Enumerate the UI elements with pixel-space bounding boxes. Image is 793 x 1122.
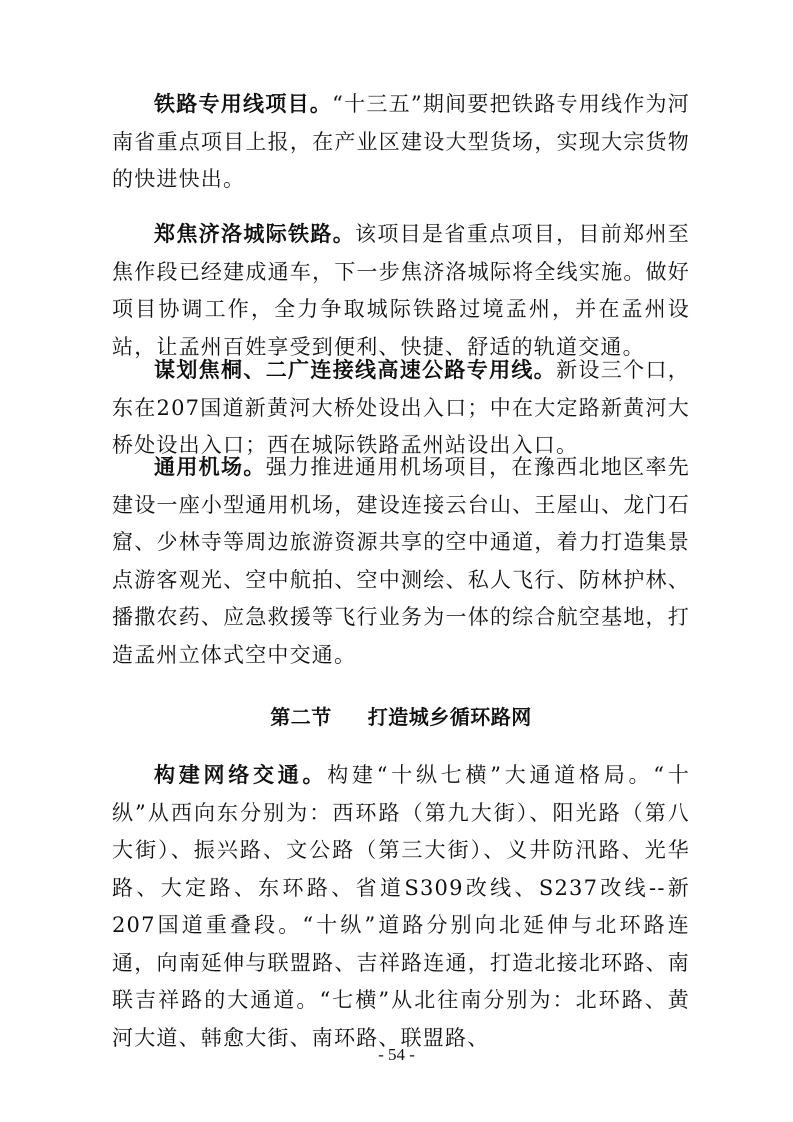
section-number: 第二节 [270, 705, 332, 729]
paragraph-body: 强力推进通用机场项目，在豫西北地区率先建设一座小型通用机场，建设连接云台山、王屋山、龙门石窟、少林寺等周边旅游资源共享的空中通道，着力打造集景点游客观光、空中航拍、空中测绘、私人飞行、防林护林、播撒农药、应急救援等飞行业务为一体的综合航空基地，打造孟州立体式空中交通。 [112, 455, 690, 667]
paragraph-heading: 通用机场。 [154, 455, 266, 479]
paragraph-railway-spur-line [112, 86, 690, 199]
paragraph-body: 该项目是省重点项目，目前郑州至焦作段已经建成通车，下一步焦济洛城际将全线实施。做好项目协调工作，全力争取城际铁路过境孟州，并在孟州设站，让孟州百姓享受到便利、快捷、舒适的轨道交通。 [112, 222, 690, 359]
section-heading [112, 700, 690, 734]
paragraph-intercity-railway [112, 216, 690, 366]
paragraph-body: 构建“十纵七横”大通道格局。“十纵”从西向东分别为：西环路（第九大街）、阳光路（第八大街）、振兴路、文公路（第三大街）、义井防汛路、光华路、大定路、东环路、省道S309改线、S237改线--新207国道重叠段。“十纵”道路分别向北延伸与北环路连通，向南延伸与联盟路、吉祥路连通，打造北接北环路、南联吉祥路的大通道。“七横”从北往南分别为：北环路、黄河大道、韩愈大街、南环路、联盟路、 [112, 763, 690, 1050]
paragraph-expressway-link [112, 352, 690, 465]
section-title-text: 打造城乡循环路网 [367, 705, 532, 729]
paragraph-heading: 谋划焦桐、二广连接线高速公路专用线。 [154, 358, 557, 382]
page-number: - 54 - [378, 1045, 415, 1064]
paragraph-heading: 构建网络交通。 [154, 763, 328, 787]
paragraph-general-airport [112, 449, 690, 674]
paragraph-heading: 铁路专用线项目。 [154, 92, 333, 116]
paragraph-heading: 郑焦济洛城际铁路。 [154, 222, 356, 246]
paragraph-body: 新设三个口，东在207国道新黄河大桥处设出入口；中在大定路新黄河大桥处设出入口；西在城际铁路孟州站设出入口。 [112, 358, 690, 457]
paragraph-road-network [112, 757, 690, 1057]
paragraph-body: “十三五”期间要把铁路专用线作为河南省重点项目上报，在产业区建设大型货场，实现大宗货物的快进快出。 [112, 92, 690, 191]
